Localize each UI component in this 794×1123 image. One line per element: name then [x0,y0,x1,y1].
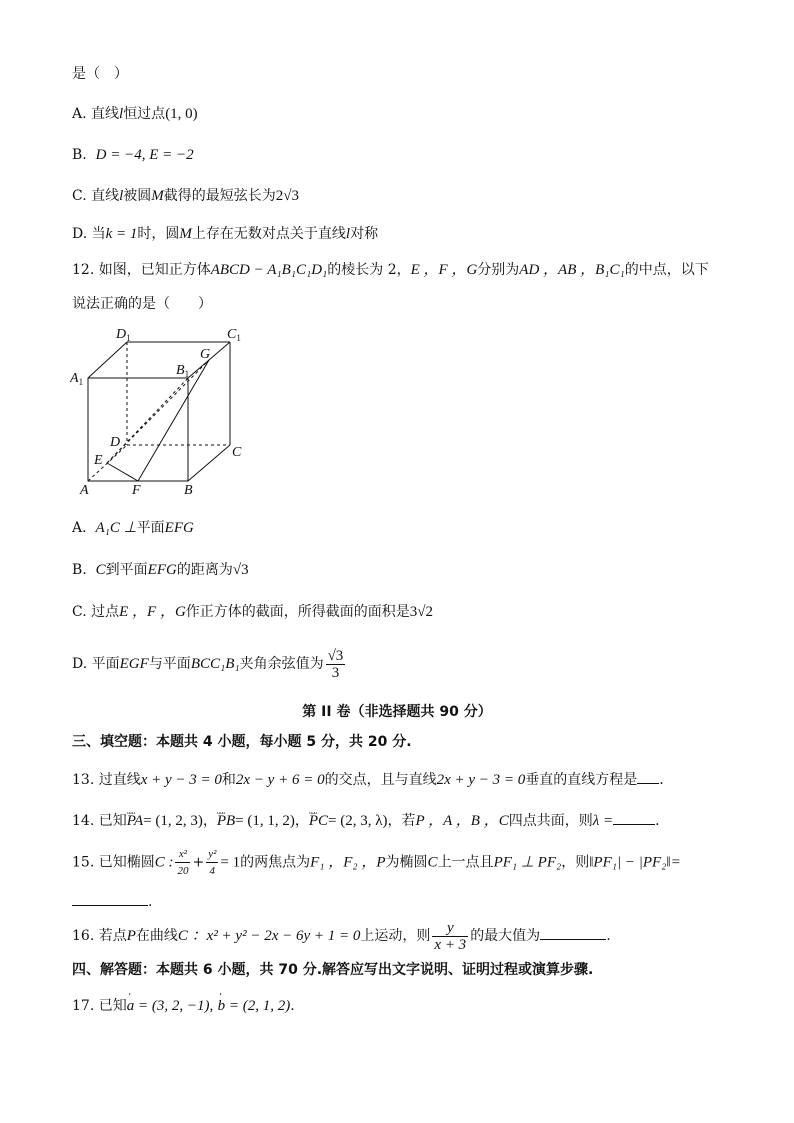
question-text: . [606,928,611,944]
question-text: ，若 [387,813,416,829]
label-E: E [94,453,103,468]
segment-dashed [107,378,188,463]
question-text: 为椭圆 [385,854,428,871]
section-4-title [72,960,593,980]
math-points: E ，F ，G [119,604,186,620]
q12-stem-line2 [72,294,212,314]
label-G: G [200,347,211,362]
label-D1: $D_1$ [116,327,131,343]
question-number: 14. [72,813,95,829]
math-value: = (2, 3, λ) [328,813,388,829]
math-plane: EGF [119,656,149,672]
question-text: ，则 [561,854,590,871]
fraction-denominator: 4 [209,865,216,877]
vector-b: ʹ b = (2, 1, 2) [218,996,291,1016]
math-plane: EFG [164,520,194,536]
q12-option-a [72,518,194,538]
question-text: 的中点，以下 [624,262,709,278]
option-label: A. [72,520,87,536]
fraction-denominator: x + 3 [434,936,467,953]
q11-option-a [72,104,198,124]
math-expr: PF₁ ⊥ PF₂ [493,854,562,871]
option-label: B. [72,562,87,578]
math-k: k = 1 [105,226,138,242]
section-title-text: 第 II 卷（非选择题共 90 分） [302,704,492,720]
math-P: P [126,928,136,944]
math-cube: ABCD − A₁B₁C₁D₁ [210,262,328,278]
label-D: D [110,435,121,450]
option-text: 作正方体的截面，所得截面的面积是 [185,604,410,620]
label-A: A [80,483,89,498]
fraction-sqrt3-over-3 [326,648,346,681]
fraction-denominator: 20 [177,865,189,877]
label-B: B [184,483,193,498]
math-eq: x² + y² − 2x − 6y + 1 = 0 [206,928,361,944]
question-text: . [148,894,153,910]
question-text: 上一点且 [437,854,494,871]
q17 [72,996,295,1016]
q12-option-b [72,560,249,580]
math-C: C [95,562,106,578]
option-text: 上存在无数对点关于直线 [191,226,346,242]
fraction-denominator: 3 [331,664,340,681]
label-B1: $B_1$ [176,363,190,379]
option-text: 平面 [91,656,120,672]
math-value: = (1, 1, 2) [235,813,295,829]
math-plane: BCC₁B₁ [190,656,240,672]
option-text: 直线 [91,188,120,204]
option-label: C. [72,188,87,204]
label-C: C [232,445,242,460]
fraction-x2-20 [175,846,190,879]
math-points: E ，F ，G [410,262,478,278]
label-F: F [132,483,141,498]
option-text: 到平面 [105,562,148,578]
q12-option-c [72,602,433,622]
option-text: 时，圆 [137,226,180,242]
question-text: 的两焦点为 [240,854,311,871]
q11-option-c [72,186,299,206]
option-text: 的距离为 [176,562,233,578]
q11-tail [72,64,128,84]
math-foci: F₁ ，F₂ ， [310,854,377,871]
label-A1: $A_1$ [70,371,84,387]
option-text: 与平面 [148,656,191,672]
question-text: 和 [221,772,236,788]
question-text: 分别为 [477,262,520,278]
option-label: D. [72,656,88,672]
question-text: 的交点，且与直线 [324,772,437,788]
math-C: C [427,854,438,871]
question-text: 过直线 [98,772,141,788]
q12-option-d [72,646,347,682]
math-M: M [179,226,192,242]
math-l: l [119,188,124,204]
section-title-text: 三、填空题：本题共 4 小题，每小题 5 分，共 20 分. [72,734,412,750]
question-number: 13. [72,772,95,788]
option-text: 平面 [136,520,165,536]
math-C: C : [154,854,174,871]
question-number: 17. [72,998,95,1014]
math-points: P ，A ，B ，C [415,813,509,829]
fraction-numerator: y² [206,846,218,863]
math-l: l [345,226,351,242]
q14: 14. 已知ᴗᴗᴗ PA= (1, 2, 3)，ᴗᴗᴗ PB= (1, 1, 2)，ᴗᴗᴗ PC= (2, 3, λ)，若P ，A ，B ，C四点共面，则λ = . [72,811,660,831]
vector-a: ʹ a = (3, 2, −1), [127,996,213,1016]
answer-blank[interactable] [72,905,148,906]
option-text: 直线 [91,106,120,122]
math-value: 2√3 [275,188,300,204]
q13 [72,770,664,790]
q11-tail-text: 是（ ） [72,66,128,82]
cube-front-face [88,378,188,481]
math-lambda: λ = [592,813,614,829]
vector-PC: ᴗᴗᴗ PC [309,811,328,831]
option-text: 对称 [350,226,379,242]
math-M: M [151,188,164,204]
option-text: 当 [91,226,106,242]
section-title-text: 四、解答题：本题共 6 小题，共 70 分.解答应写出文字说明、证明过程或演算步骤. [72,962,594,978]
math-C: C ： [177,928,207,944]
question-text: 四点共面，则 [508,813,593,829]
section-3-title [72,732,412,752]
question-text: 的最大值为 [470,928,541,944]
cube-edge [88,342,127,378]
vector-PA: ᴗᴗᴗ PA [127,811,143,831]
cube-edge [188,445,230,481]
fraction-numerator: y [432,920,468,937]
question-number: 15. [72,854,95,871]
fraction-y-over-x-plus-3 [432,920,468,953]
math-l: l [119,106,124,122]
answer-blank[interactable] [613,824,655,825]
q16 [72,918,611,954]
question-text: . [290,998,295,1014]
answer-blank[interactable] [637,783,659,784]
question-text: . [655,813,660,829]
question-text: 已知 [98,998,127,1014]
q12-stem [72,260,709,280]
q15: 15. 已知椭圆C : $\frac{\text{x²}}{20}$ + $\frac{\text{y²}}{4}$ = 1的两焦点为F₁ ，F₂ ，P为椭圆C上一点且PF₁ ⊥ PF₂，则‖PF₁| − |PF₂‖= [72,848,681,877]
math-point: (1, 0) [165,106,198,122]
segment-EF [107,463,138,481]
math-expr: A₁C ⊥ [95,520,137,536]
math-eq: x + y − 3 = 0 [140,772,222,788]
option-text: 夹角余弦值为 [239,656,324,672]
label-C1: $C_1$ [227,327,241,343]
question-text: 垂直的直线方程是 [525,772,638,788]
option-text: 过点 [91,604,120,620]
question-text: 的棱长为 2， [327,262,411,278]
option-label: C. [72,604,87,620]
question-text: 已知椭圆 [98,854,155,871]
option-text: 截得的最短弦长为 [163,188,276,204]
question-number: 12. [72,262,95,278]
math-value: 3√2 [409,604,434,620]
math-plane: EFG [147,562,177,578]
math-value: = (1, 2, 3) [143,813,203,829]
math-eq: 2x + y − 3 = 0 [436,772,526,788]
question-text: 如图，已知正方体 [98,262,211,278]
math-expr: D = −4, E = −2 [95,147,194,163]
question-text: . [659,772,664,788]
q11-option-d [72,224,378,244]
question-number: 16. [72,928,95,944]
q11-option-b [72,145,194,165]
fraction-y2-4 [206,846,218,879]
option-text: 恒过点 [123,106,166,122]
option-label: A. [72,106,87,122]
option-label: B. [72,147,87,163]
question-text: 若点 [98,928,127,944]
answer-blank[interactable] [540,939,606,940]
math-expr: ‖PF₁| − |PF₂‖= [589,854,681,871]
cube-figure [70,322,260,504]
vector-PB: ᴗᴗᴗ PB [217,811,235,831]
section-2-title [0,702,794,722]
math-value: √3 [232,562,249,578]
math-P: P [376,854,386,871]
question-text: 上运动，则 [360,928,431,944]
math-eq: 2x − y + 6 = 0 [235,772,325,788]
fraction-numerator: √3 [327,647,344,664]
option-label: D. [72,226,88,242]
question-text: 说法正确的是（ ） [72,296,212,312]
question-text: 已知 [98,813,127,829]
question-text: 在曲线 [135,928,178,944]
math-edges: AD ，AB ，B₁C₁ [519,262,625,278]
option-text: 被圆 [123,188,152,204]
math-value: = 1 [220,854,241,871]
fraction-numerator: x² [175,846,190,863]
q15-answer-line [72,892,152,912]
